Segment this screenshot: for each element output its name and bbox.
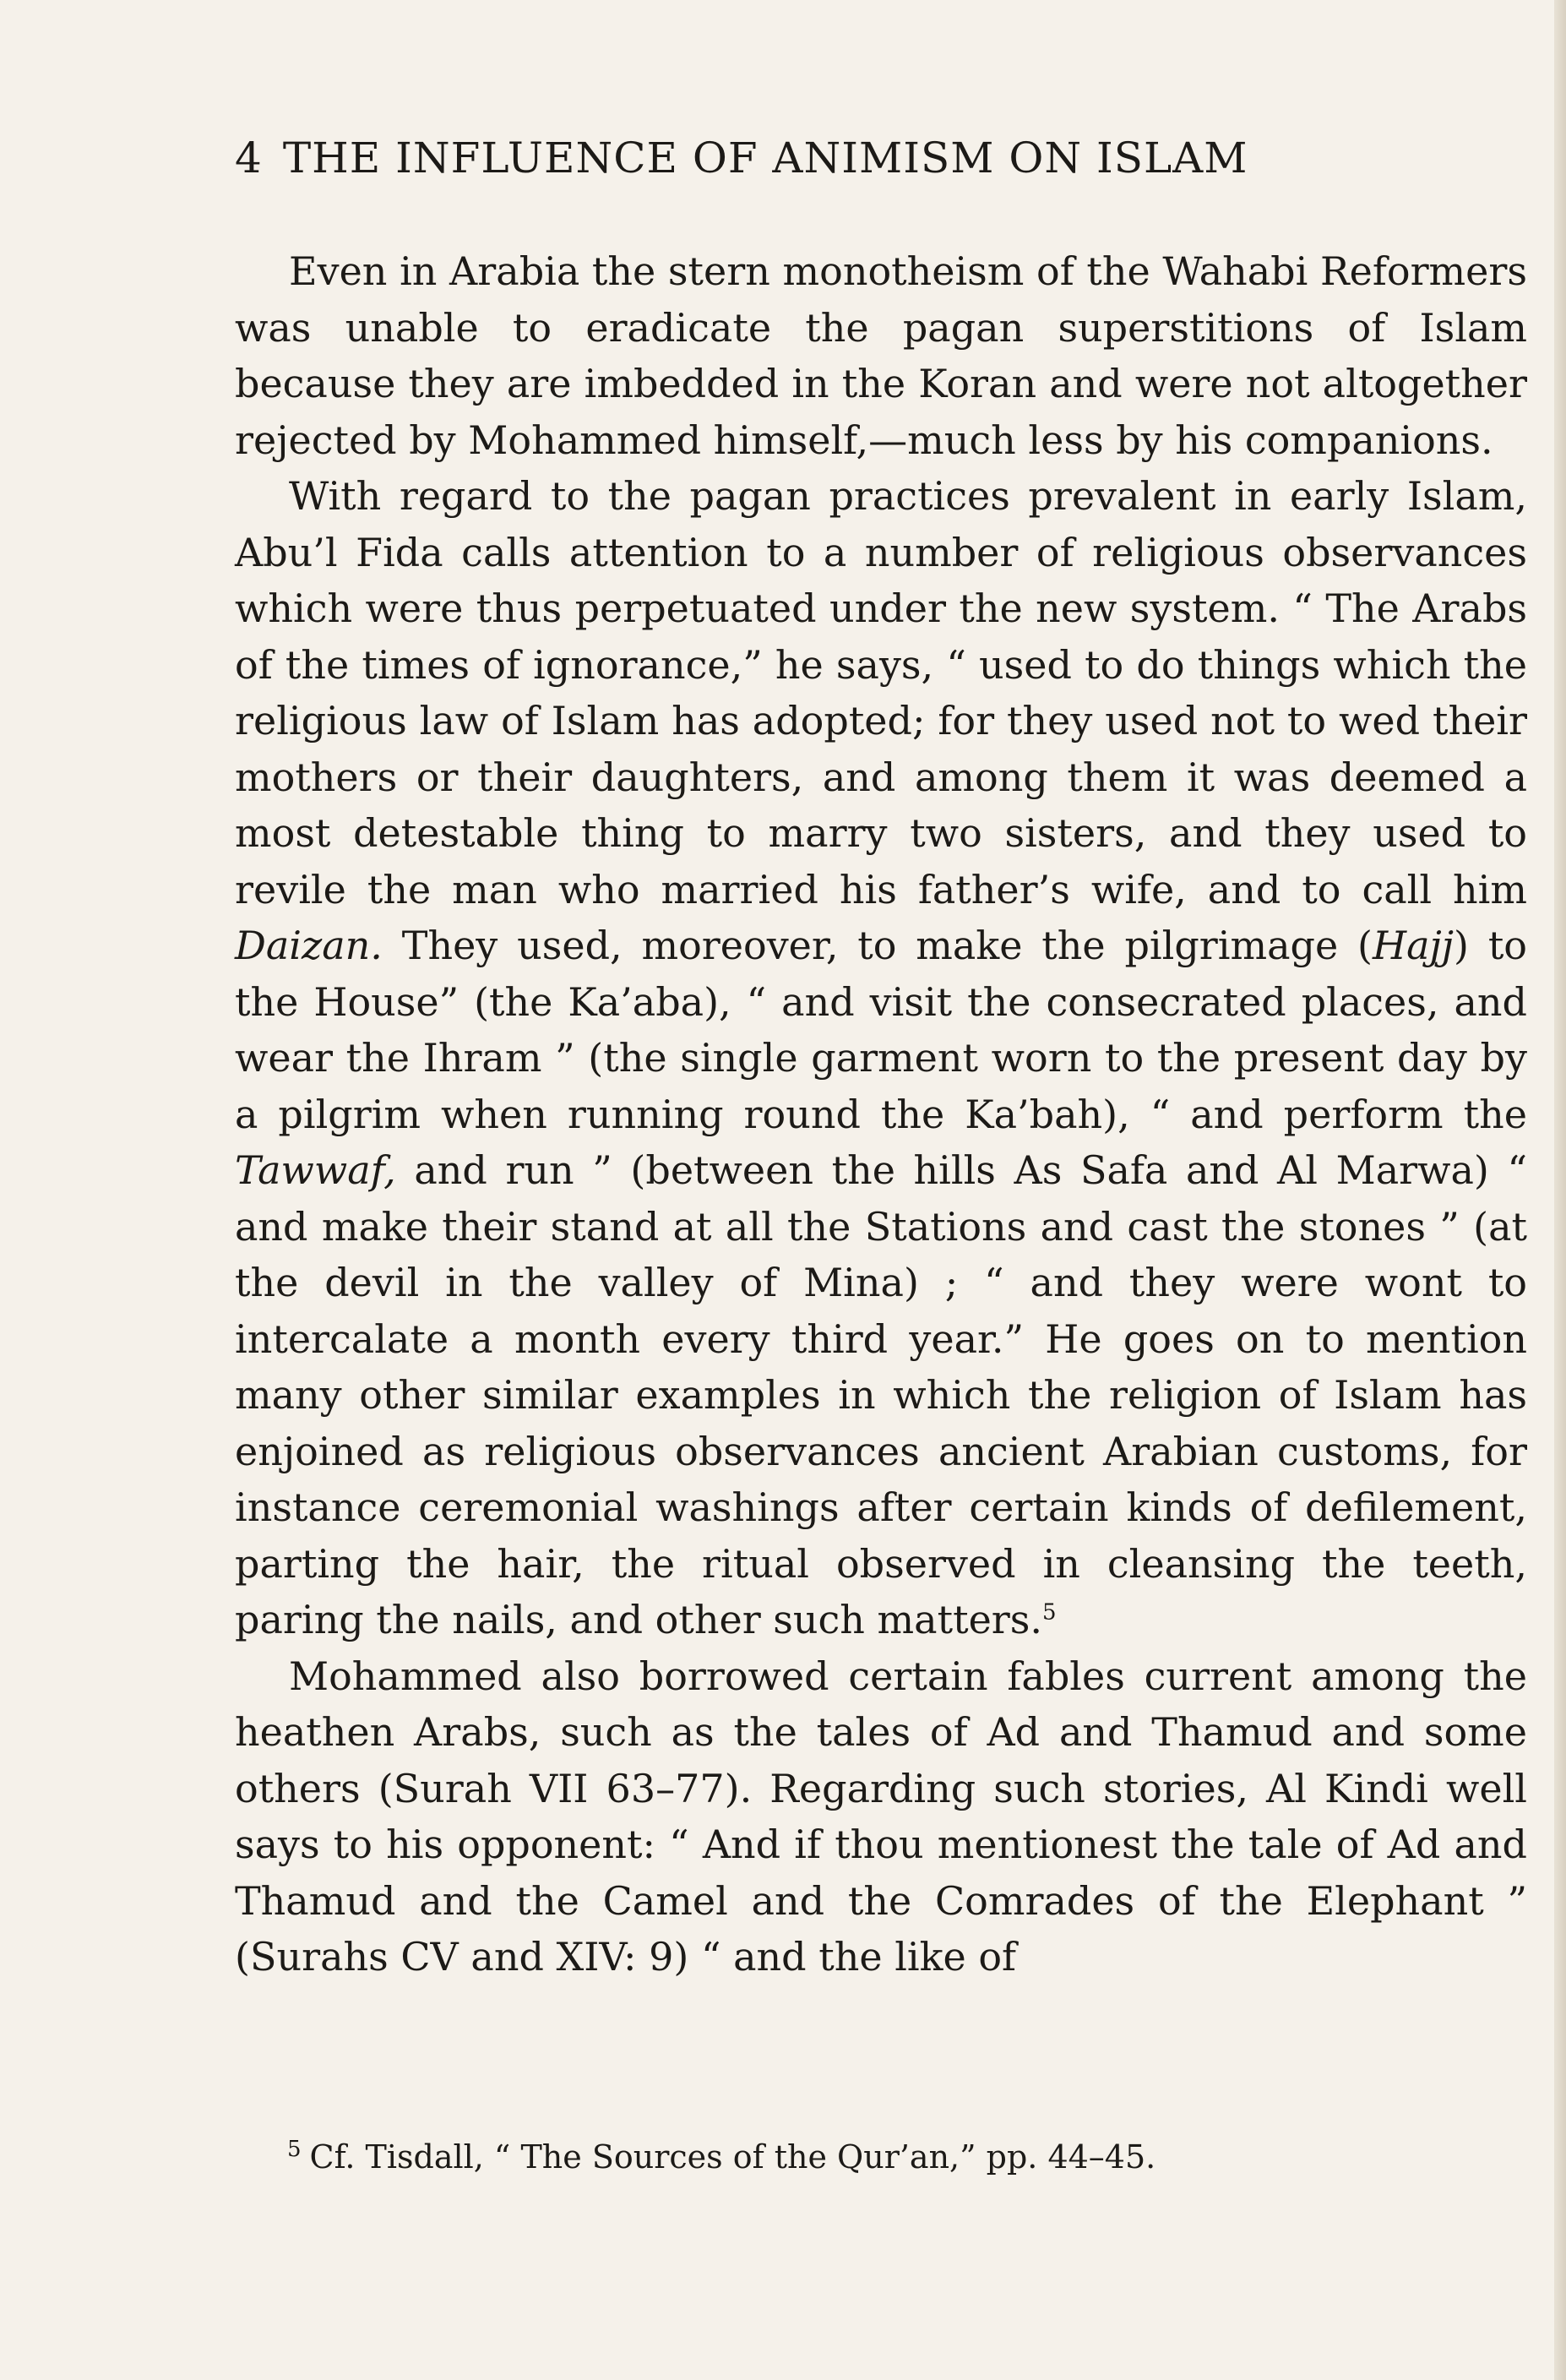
paragraph-2-text-c: ) to the House” (the Ka’aba), “ and visit the consecrated places, and wear the Ihram ” (the single garment worn to the present day by a pilgrim when running round the Ka’bah), “ and perform the xyxy=(235,923,1528,1137)
footnote-5 xyxy=(287,2138,1470,2177)
running-head xyxy=(235,133,1468,182)
page-number: 4 xyxy=(235,133,263,182)
paragraph-1 xyxy=(235,243,1527,468)
paragraph-2-text-b: They used, moreover, to make the pilgrimage ( xyxy=(382,923,1373,968)
term-tawwaf: Tawwaf, xyxy=(235,1147,396,1193)
footnote-reference[interactable]: 5 xyxy=(1042,1599,1057,1626)
paragraph-1-text: Even in Arabia the stern monotheism of the Wahabi Reformers was unable to eradicate the pagan superstitions of Islam because they are imbedded in the Koran and were not altogether rejected by Mohammed himself,—much less by his companions. xyxy=(235,248,1527,463)
page-edge xyxy=(1554,0,1566,2380)
term-daizan: Daizan. xyxy=(235,923,383,968)
footnote-number: 5 xyxy=(287,2137,302,2163)
paragraph-2-text-d: and run ” (between the hills As Safa and Al Marwa) “ and make their stand at all the Stations and cast the stones ” (at the devil in the valley of Mina) ; “ and they were wont to intercalate a month every third year.” He goes on to mention many other similar examples in which the religion of Islam has enjoined as religious observances ancient Arabian customs, for instance ceremonial washings after certain kinds of defilement, parting the hair, the ritual observed in cleansing the teeth, paring the nails, and other such matters. xyxy=(235,1147,1527,1642)
body-text xyxy=(235,243,1527,1985)
footnote-text: Cf. Tisdall, “ The Sources of the Qur’an,” pp. 44–45. xyxy=(309,2138,1156,2176)
paragraph-2-text-a: With regard to the pagan practices prevalent in early Islam, Abu’l Fida calls attention to a number of religious observances which were thus perpetuated under the new system. “ The Arabs of the times of ignorance,” he says, “ used to do things which the religious law of Islam has adopted; for they used not to wed their mothers or their daughters, and among them it was deemed a most detestable thing to marry two sisters, and they used to revile the man who married his father’s wife, and to call him xyxy=(235,473,1527,912)
term-hajj: Hajj xyxy=(1372,923,1455,968)
running-title: THE INFLUENCE OF ANIMISM ON ISLAM xyxy=(282,133,1248,182)
paragraph-3 xyxy=(235,1648,1527,1985)
paragraph-2 xyxy=(235,468,1527,1648)
paragraph-3-text: Mohammed also borrowed certain fables current among the heathen Arabs, such as the tales of Ad and Thamud and some others (Surah VII 63–77). Regarding such stories, Al Kindi well says to his opponent: “ And if thou mentionest the tale of Ad and Thamud and the Camel and the Comrades of the Elephant ” (Surahs CV and XIV: 9) “ and the like of xyxy=(235,1653,1527,1980)
